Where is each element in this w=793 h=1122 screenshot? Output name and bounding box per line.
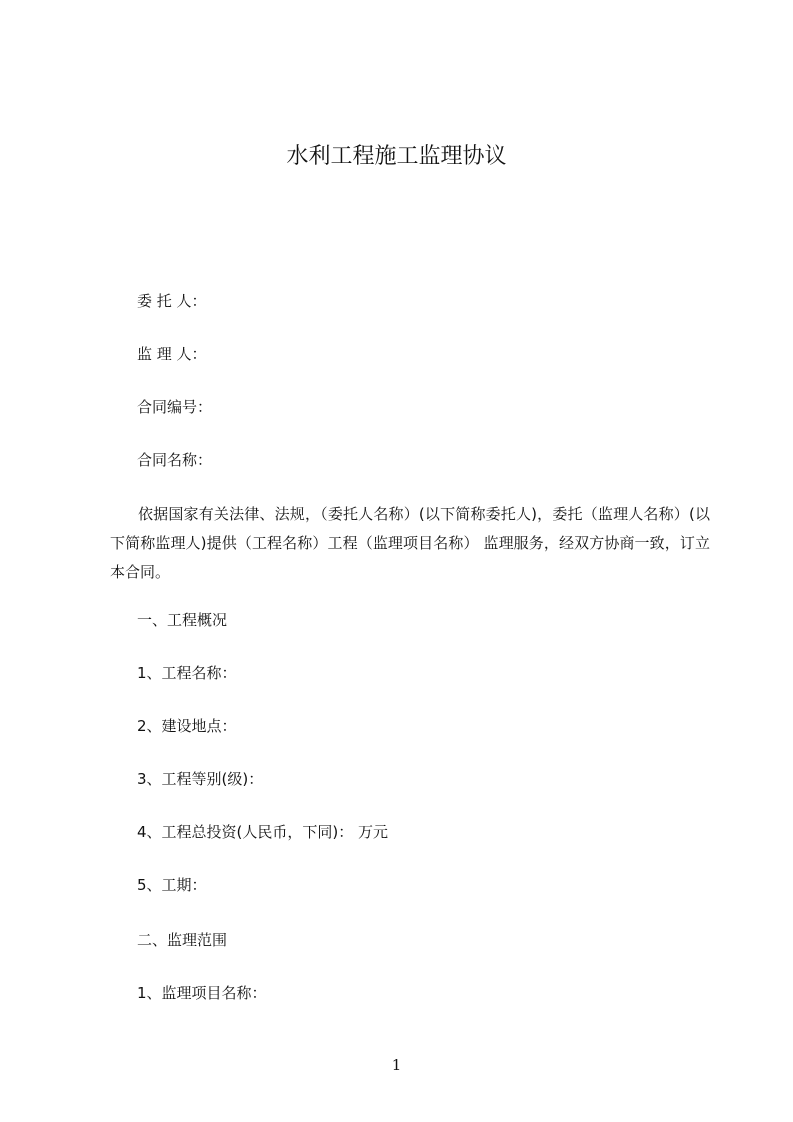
intro-paragraph: 依据国家有关法律、法规，（委托人名称）(以下简称委托人)，委托（监理人名称）(以下简称监理人)提供（工程名称）工程（监理项目名称） 监理服务，经双方协商一致，订立本合同。: [110, 505, 710, 581]
list-item: 3、工程等别(级)：: [137, 770, 264, 788]
field-contract-number: 合同编号：: [137, 398, 213, 416]
list-item: 4、工程总投资(人民币，下同)： 万元: [137, 823, 389, 841]
section-heading-supervision-scope: 二、监理范围: [137, 931, 228, 949]
list-item: 1、监理项目名称：: [137, 984, 267, 1002]
field-supervisor: 监 理 人：: [137, 345, 207, 363]
list-item: 1、工程名称：: [137, 664, 237, 682]
page-number: 1: [391, 1056, 402, 1074]
field-client: 委 托 人：: [137, 292, 207, 310]
field-contract-name: 合同名称：: [137, 451, 213, 469]
list-item: 2、建设地点：: [137, 717, 237, 735]
list-item: 5、工期：: [137, 876, 207, 894]
document-title: 水利工程施工监理协议: [286, 144, 507, 169]
section-heading-project-overview: 一、工程概况: [137, 611, 228, 629]
